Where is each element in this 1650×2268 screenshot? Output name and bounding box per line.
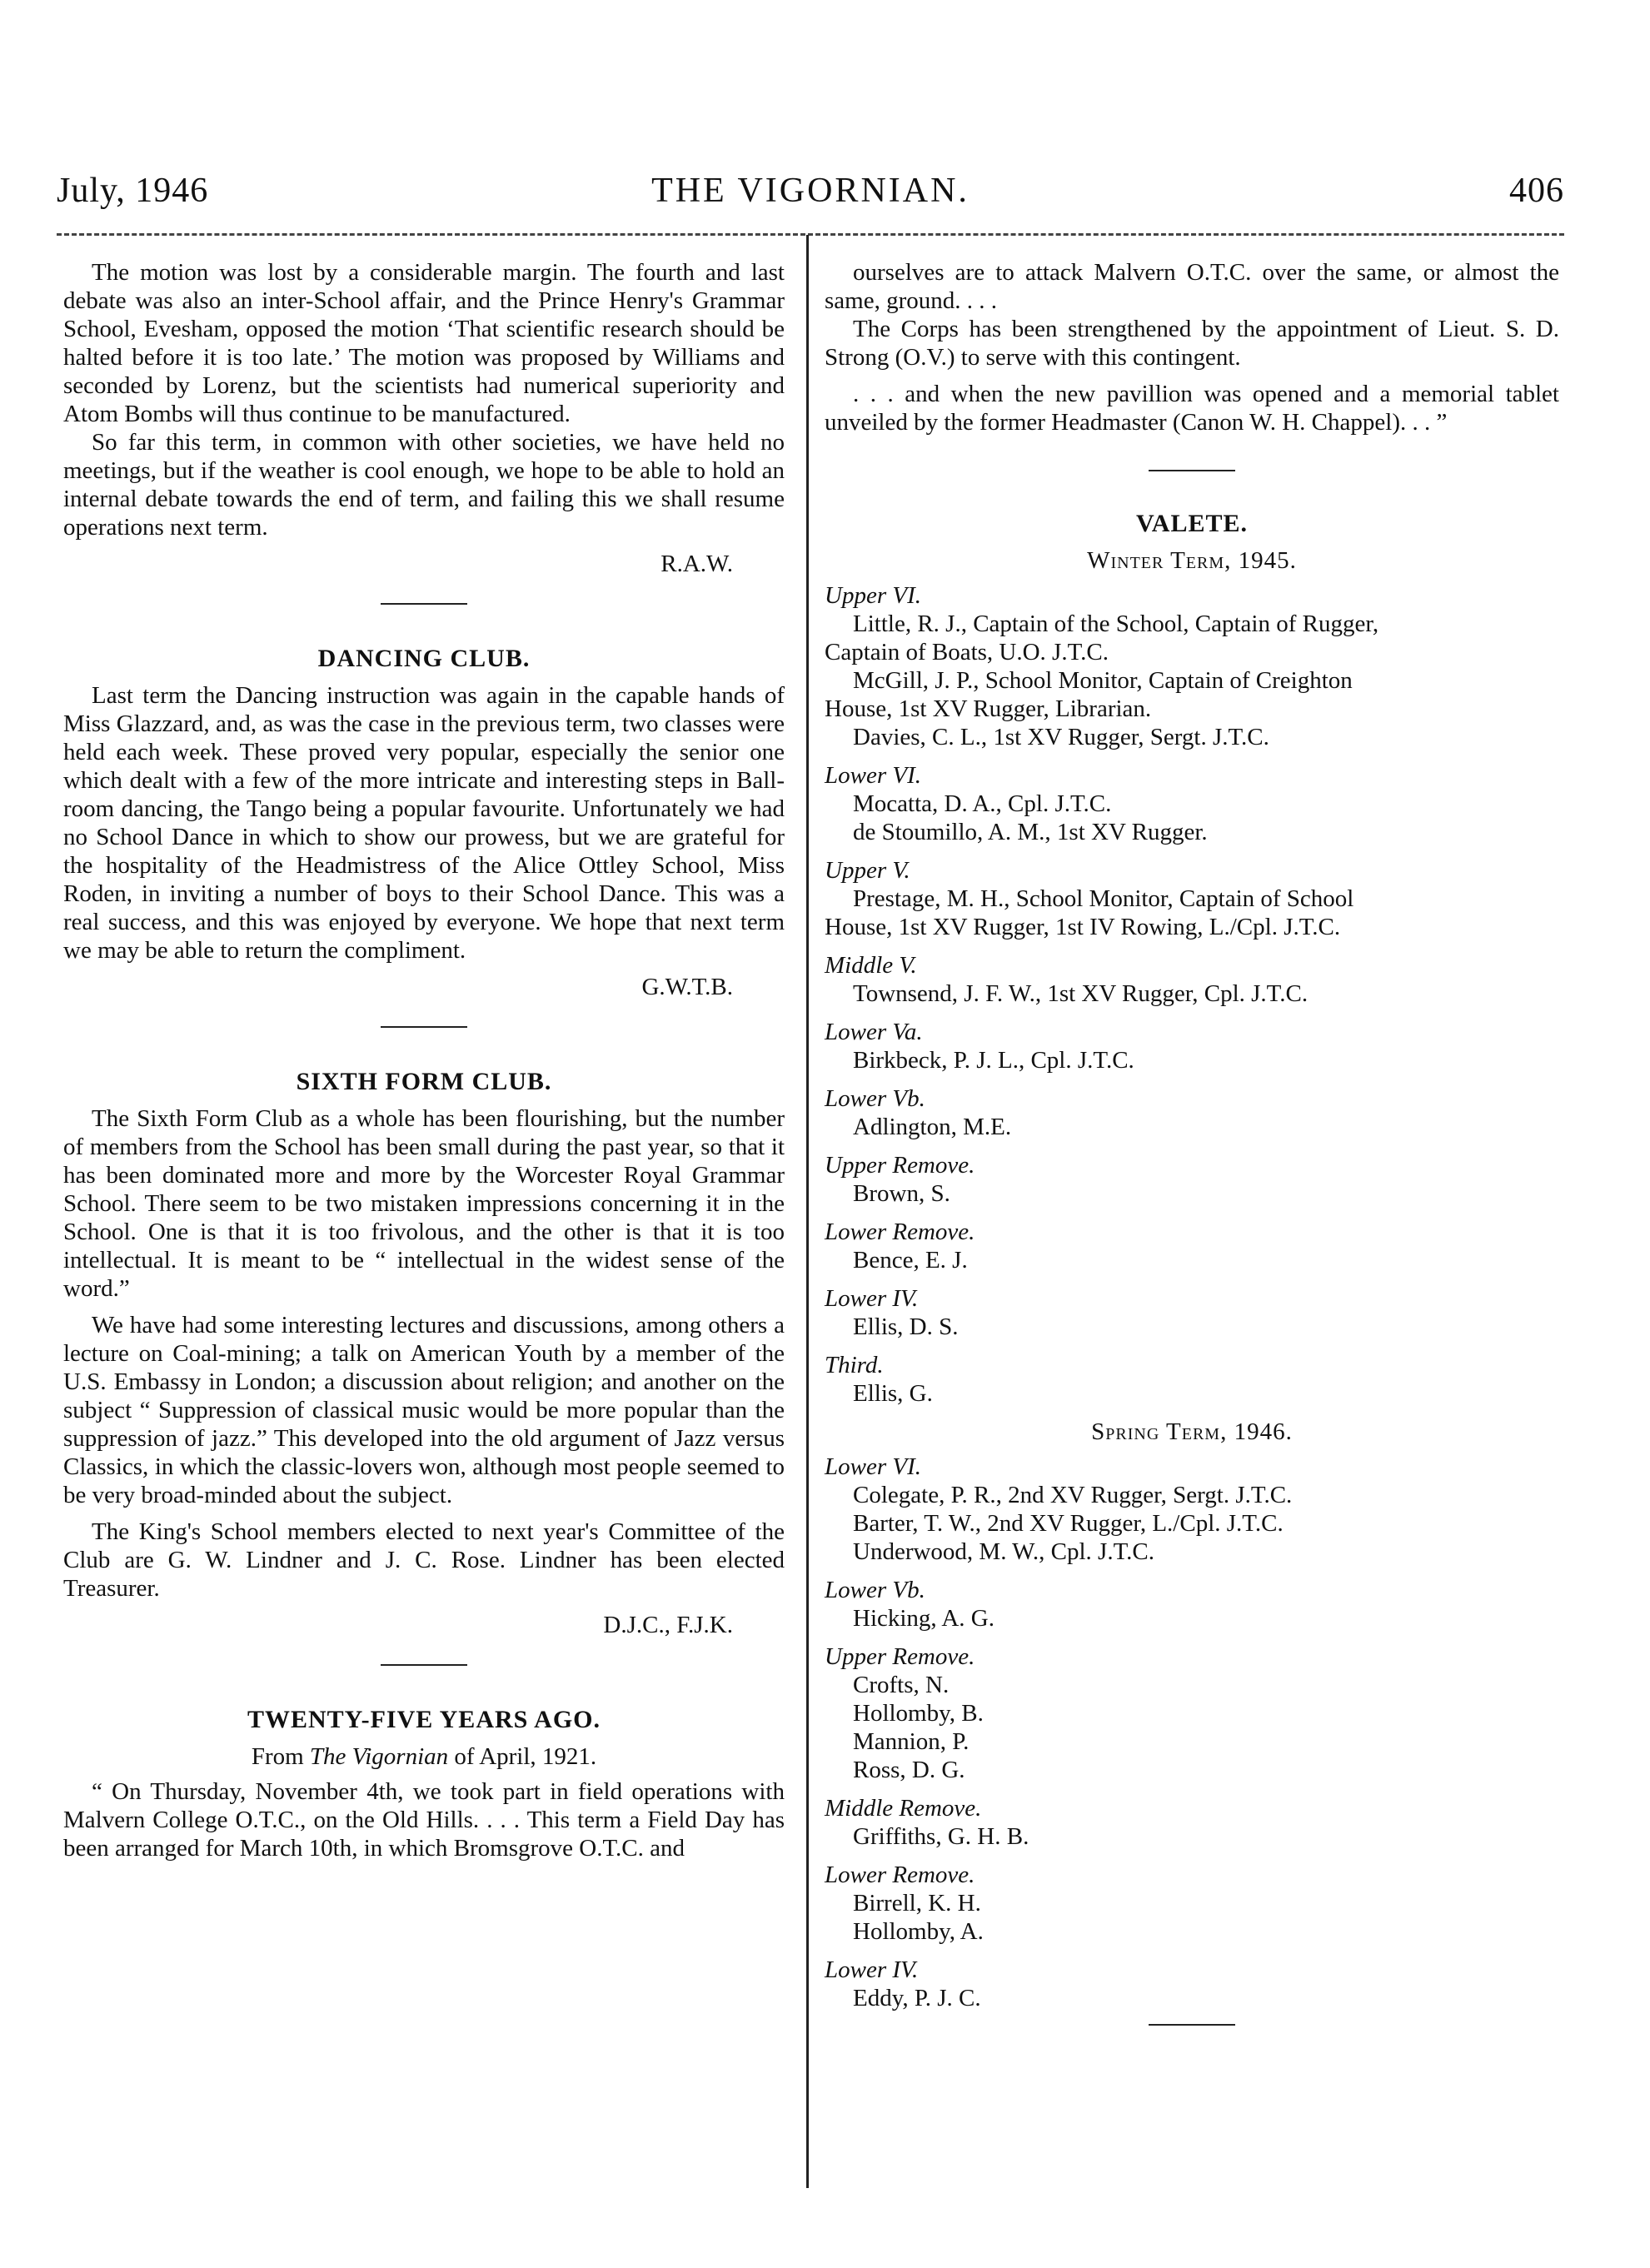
form-group bbox=[825, 1151, 1559, 1208]
leaver-entry: Brown, S. bbox=[853, 1180, 950, 1207]
section-separator bbox=[381, 1026, 467, 1028]
leaver-entry: Adlington, M.E. bbox=[853, 1114, 1012, 1140]
debate-paragraph: The motion was lost by a considerable margin. The fourth and last debate was also an inter-School affair, and the Prince Henry's Grammar School, Evesham, opposed the motion ‘That scientific research should be halted before it is too late.’ The motion was proposed by Williams and seconded by Lorenz, but the scientists had numerical superiority and Atom Bombs will thus continue to be manufactured. bbox=[63, 259, 785, 427]
form-label: Lower Vb. bbox=[825, 1577, 925, 1603]
leaver-entry: Birkbeck, P. J. L., Cpl. J.T.C. bbox=[853, 1047, 1134, 1074]
leaver-entry: Underwood, M. W., Cpl. J.T.C. bbox=[853, 1538, 1154, 1565]
form-label: Lower Remove. bbox=[825, 1219, 975, 1245]
form-group bbox=[825, 856, 1559, 941]
leaver-entry: Little, R. J., Captain of the School, Captain of Rugger, bbox=[853, 611, 1379, 637]
debate-signature: R.A.W. bbox=[660, 551, 733, 577]
leaver-entry: Mocatta, D. A., Cpl. J.T.C. bbox=[853, 790, 1112, 817]
form-group bbox=[825, 1351, 1559, 1408]
form-label: Middle V. bbox=[825, 952, 917, 979]
form-group bbox=[825, 1018, 1559, 1074]
twenty-five-years-heading: TWENTY-FIVE YEARS AGO. bbox=[247, 1706, 601, 1733]
right-column bbox=[825, 258, 1559, 2026]
form-label: Lower Vb. bbox=[825, 1085, 925, 1112]
form-group bbox=[825, 1218, 1559, 1274]
dancing-signature: G.W.T.B. bbox=[641, 974, 733, 1000]
leaver-entry: Mannion, P. bbox=[853, 1728, 970, 1755]
leaver-entry: de Stoumillo, A. M., 1st XV Rugger. bbox=[853, 819, 1208, 845]
form-label: Lower Va. bbox=[825, 1019, 923, 1045]
leaver-entry: Barter, T. W., 2nd XV Rugger, L./Cpl. J.T.C. bbox=[853, 1510, 1284, 1537]
form-label: Upper Remove. bbox=[825, 1643, 975, 1670]
form-label: Upper Remove. bbox=[825, 1152, 975, 1179]
section-separator bbox=[1149, 470, 1235, 471]
section-separator bbox=[381, 603, 467, 605]
form-group bbox=[825, 1956, 1559, 2012]
leaver-entry: Hollomby, A. bbox=[853, 1918, 984, 1945]
dancing-paragraph: Last term the Dancing instruction was again in the capable hands of Miss Glazzard, and, as was the case in the previous term, two classes were held each week. These proved very popular, especially the senior one which dealt with a few of the more intricate and interesting steps in Ball-room dancing, the Tango being a popular favourite. Unfortunately we had no School Dance in which to show our prowess, but we are grateful for the hospitality of the Headmistress of the Alice Ottley School, Miss Roden, in inviting a number of boys to their School Dance. This was a real success, and this was enjoyed by everyone. We hope that next term we may be able to return the compliment. bbox=[63, 682, 785, 964]
page-number: 406 bbox=[1509, 172, 1564, 210]
form-group bbox=[825, 1453, 1559, 1566]
left-column bbox=[63, 258, 785, 1871]
header-rule bbox=[57, 233, 1564, 236]
source-line: From The Vigornian of April, 1921. bbox=[251, 1743, 597, 1770]
leaver-entry: Ellis, G. bbox=[853, 1380, 933, 1407]
sixth-form-paragraph: The Sixth Form Club as a whole has been flourishing, but the number of members from the School has been small during the past year, so that it has been dominated more and more by the Worcester Royal Grammar School. There seem to be two mistaken impressions concerning it in the School. One is that it is too frivolous, and the other is that it is too intellectual. It is meant to be “ intellectual in the widest sense of the word.” bbox=[63, 1105, 785, 1302]
form-group bbox=[825, 951, 1559, 1008]
quoted-paragraph: “ On Thursday, November 4th, we took part in field operations with Malvern College O.T.C., on the Old Hills. . . . This term a Field Day has been arranged for March 10th, in which Bromsgrove O.T.C. and bbox=[63, 1778, 785, 1862]
leaver-entry: Crofts, N. bbox=[853, 1672, 950, 1698]
form-group bbox=[825, 1084, 1559, 1141]
issue-date: July, 1946 bbox=[57, 172, 209, 210]
quoted-continuation: ourselves are to attack Malvern O.T.C. over the same, or almost the same, ground. . . . bbox=[825, 259, 1559, 314]
column-divider bbox=[806, 235, 809, 2188]
leaver-entry: Ellis, D. S. bbox=[853, 1313, 959, 1340]
quoted-paragraph: The Corps has been strengthened by the appointment of Lieut. S. D. Strong (O.V.) to serve with this contingent. bbox=[825, 316, 1559, 371]
spring-term-title: Spring Term, 1946. bbox=[1091, 1418, 1293, 1445]
form-group bbox=[825, 581, 1559, 751]
dancing-club-heading: DANCING CLUB. bbox=[317, 645, 531, 672]
page-header bbox=[57, 171, 1564, 221]
leaver-entry: House, 1st XV Rugger, 1st IV Rowing, L./Cpl. J.T.C. bbox=[825, 914, 1341, 940]
leaver-entry: Colegate, P. R., 2nd XV Rugger, Sergt. J.T.C. bbox=[853, 1482, 1293, 1508]
leaver-entry: Captain of Boats, U.O. J.T.C. bbox=[825, 639, 1109, 665]
leaver-entry: McGill, J. P., School Monitor, Captain of Creighton bbox=[853, 667, 1353, 694]
section-separator bbox=[1149, 2024, 1235, 2026]
form-label: Upper V. bbox=[825, 857, 910, 884]
form-label: Upper VI. bbox=[825, 582, 921, 609]
leaver-entry: Griffiths, G. H. B. bbox=[853, 1823, 1029, 1850]
form-group bbox=[825, 761, 1559, 846]
winter-term-list bbox=[825, 581, 1559, 1408]
form-group bbox=[825, 1861, 1559, 1946]
form-label: Lower IV. bbox=[825, 1956, 919, 1983]
form-group bbox=[825, 1642, 1559, 1784]
form-group bbox=[825, 1576, 1559, 1632]
winter-term-title: Winter Term, 1945. bbox=[1087, 547, 1297, 574]
form-label: Lower IV. bbox=[825, 1285, 919, 1312]
valete-heading: VALETE. bbox=[1135, 510, 1248, 537]
sixth-form-paragraph: The King's School members elected to next year's Committee of the Club are G. W. Lindner and J. C. Rose. Lindner has been elected Treasurer. bbox=[63, 1518, 785, 1602]
form-group bbox=[825, 1794, 1559, 1851]
quoted-paragraph: . . . and when the new pavillion was opened and a memorial tablet unveiled by the former Headmaster (Canon W. H. Chappel). . . ” bbox=[825, 381, 1559, 436]
form-label: Lower Remove. bbox=[825, 1862, 975, 1888]
form-label: Third. bbox=[825, 1352, 884, 1378]
leaver-entry: Townsend, J. F. W., 1st XV Rugger, Cpl. J.T.C. bbox=[853, 980, 1309, 1007]
leaver-entry: Birrell, K. H. bbox=[853, 1890, 981, 1917]
leaver-entry: Bence, E. J. bbox=[853, 1247, 968, 1274]
debate-paragraph: So far this term, in common with other societies, we have held no meetings, but if the weather is cool enough, we hope to be able to hold an internal debate towards the end of term, and failing this we shall resume operations next term. bbox=[63, 429, 785, 541]
sixth-form-signature: D.J.C., F.J.K. bbox=[603, 1612, 733, 1638]
sixth-form-paragraph: We have had some interesting lectures and discussions, among others a lecture on Coal-mining; a talk on American Youth by a member of the U.S. Embassy in London; a discussion about religion; and another on the subject “ Suppression of classical music would be more popular than the suppression of jazz.” This developed into the old argument of Jazz versus Classics, in which the classic-lovers won, although most people seemed to be very broad-minded about the subject. bbox=[63, 1312, 785, 1508]
leaver-entry: House, 1st XV Rugger, Librarian. bbox=[825, 695, 1152, 722]
form-label: Middle Remove. bbox=[825, 1795, 982, 1822]
publication-title: THE VIGORNIAN. bbox=[651, 172, 970, 210]
spring-term-list bbox=[825, 1453, 1559, 2012]
leaver-entry: Eddy, P. J. C. bbox=[853, 1985, 981, 2011]
form-label: Lower VI. bbox=[825, 762, 921, 789]
leaver-entry: Hicking, A. G. bbox=[853, 1605, 994, 1632]
sixth-form-club-heading: SIXTH FORM CLUB. bbox=[296, 1068, 552, 1095]
form-group bbox=[825, 1284, 1559, 1341]
form-label: Lower VI. bbox=[825, 1453, 921, 1480]
source-title: The Vigornian bbox=[309, 1743, 449, 1770]
leaver-entry: Prestage, M. H., School Monitor, Captain of School bbox=[853, 885, 1354, 912]
leaver-entry: Davies, C. L., 1st XV Rugger, Sergt. J.T.C. bbox=[853, 724, 1269, 750]
leaver-entry: Ross, D. G. bbox=[853, 1757, 965, 1783]
leaver-entry: Hollomby, B. bbox=[853, 1700, 984, 1727]
section-separator bbox=[381, 1664, 467, 1666]
